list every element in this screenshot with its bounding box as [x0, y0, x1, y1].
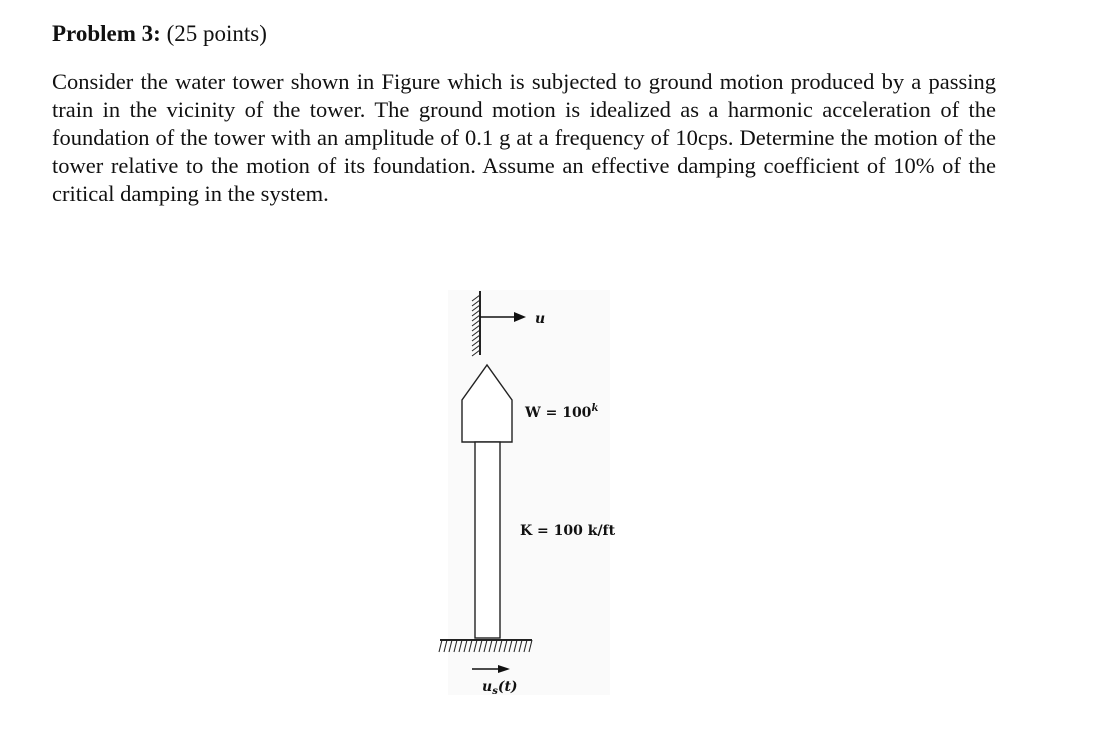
- weight-label: [524, 403, 598, 421]
- ground-motion-symbol: u: [482, 679, 493, 695]
- problem-points: (25 points): [166, 21, 267, 46]
- ground-motion-argument: (t): [497, 679, 518, 695]
- weight-value: W = 100: [525, 405, 592, 421]
- problem-statement: Consider the water tower shown in Figure which is subjected to ground motion produced by a passing train in the vicinity of the tower. The ground motion is idealized as a harmonic acceleration of the foundation of the tower with an amplitude of 0.1 g at a frequency of 10cps. Determine the motion of the tower relative to the motion of its foundation. Assume an effective damping coefficient of 10% of the critical damping in the system.: [52, 69, 996, 206]
- weight-unit: k: [591, 403, 599, 414]
- water-tower-diagram: [430, 285, 620, 700]
- problem-heading: [52, 20, 267, 48]
- water-tower-figure: [430, 285, 620, 700]
- displacement-label: u: [535, 311, 546, 327]
- stiffness-label: K = 100 k/ft: [520, 523, 616, 539]
- tower-column: [475, 442, 500, 638]
- ground-motion-subscript: s: [492, 686, 498, 697]
- ground-motion-label: [482, 679, 518, 697]
- problem-number: Problem 3:: [52, 21, 161, 46]
